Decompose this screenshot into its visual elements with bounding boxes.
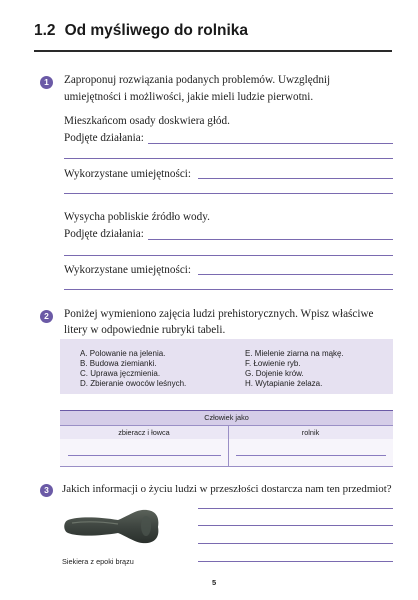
answer-line-farmer[interactable]: [236, 455, 386, 456]
task-badge-3: 3: [40, 484, 53, 497]
page-number: 5: [212, 578, 217, 587]
answer-line-skills-1b[interactable]: [64, 193, 393, 194]
task1-instruction-line1: Zaproponuj rozwiązania podanych problemów. Uwzględnij: [64, 74, 331, 86]
column-farmer: rolnik: [301, 428, 320, 437]
activity-item-c: C. Uprawa jęczmienia.: [80, 369, 161, 378]
table-answer-row: [60, 439, 393, 467]
task-badge-1: 1: [40, 76, 53, 89]
skills-label-2: Wykorzystane umiejętności:: [64, 264, 192, 276]
activity-item-e: E. Mielenie ziarna na mąkę.: [245, 349, 344, 358]
answer-line-skills-2b[interactable]: [64, 289, 393, 290]
answer-line-skills-1a[interactable]: [198, 178, 393, 179]
section-number: 1.2: [34, 22, 56, 39]
task2-instruction-line1: Poniżej wymieniono zajęcia ludzi prehistorycznych. Wpisz właściwe: [64, 308, 374, 320]
task-badge-2: 2: [40, 310, 53, 323]
image-caption: Siekiera z epoki brązu: [62, 557, 134, 566]
activity-item-b: B. Budowa ziemianki.: [80, 359, 157, 368]
actions-label-2: Podjęte działania:: [64, 228, 144, 240]
activity-item-h: H. Wytapianie żelaza.: [245, 379, 323, 388]
page-title: [34, 22, 248, 40]
task2-instruction-line2: litery w odpowiednie rubryki tabeli.: [64, 324, 226, 336]
table-header: Człowiek jako: [204, 413, 249, 422]
answer-line-actions-2b[interactable]: [64, 255, 393, 256]
activity-item-f: F. Łowienie ryb.: [245, 359, 301, 368]
table-column-divider: [228, 425, 229, 467]
section-title: Od myśliwego do rolnika: [64, 22, 249, 39]
activity-item-d: D. Zbieranie owoców leśnych.: [80, 379, 187, 388]
activity-item-g: G. Dojenie krów.: [245, 369, 304, 378]
answer-line-task3-3[interactable]: [198, 543, 393, 544]
answer-line-actions-1a[interactable]: [148, 143, 393, 144]
skills-label-1: Wykorzystane umiejętności:: [64, 168, 192, 180]
answer-line-task3-1[interactable]: [198, 508, 393, 509]
task3-question: Jakich informacji o życiu ludzi w przeszłości dostarcza nam ten przedmiot?: [62, 483, 392, 495]
title-divider: [34, 50, 392, 52]
task1-problem2: Wysycha pobliskie źródło wody.: [64, 211, 210, 223]
answer-line-hunter-gatherer[interactable]: [68, 455, 221, 456]
bronze-axe-image: [60, 507, 164, 547]
answer-line-actions-2a[interactable]: [148, 239, 393, 240]
answer-line-task3-2[interactable]: [198, 525, 393, 526]
task1-instruction-line2: umiejętności i możliwości, jakie mieli ludzie pierwotni.: [64, 91, 314, 103]
actions-label-1: Podjęte działania:: [64, 132, 144, 144]
task1-problem1: Mieszkańcom osady doskwiera głód.: [64, 115, 230, 127]
answer-line-actions-1b[interactable]: [64, 158, 393, 159]
answer-line-skills-2a[interactable]: [198, 274, 393, 275]
activity-item-a: A. Polowanie na jelenia.: [80, 349, 166, 358]
answer-line-task3-4[interactable]: [198, 561, 393, 562]
column-hunter-gatherer: zbieracz i łowca: [118, 428, 170, 437]
